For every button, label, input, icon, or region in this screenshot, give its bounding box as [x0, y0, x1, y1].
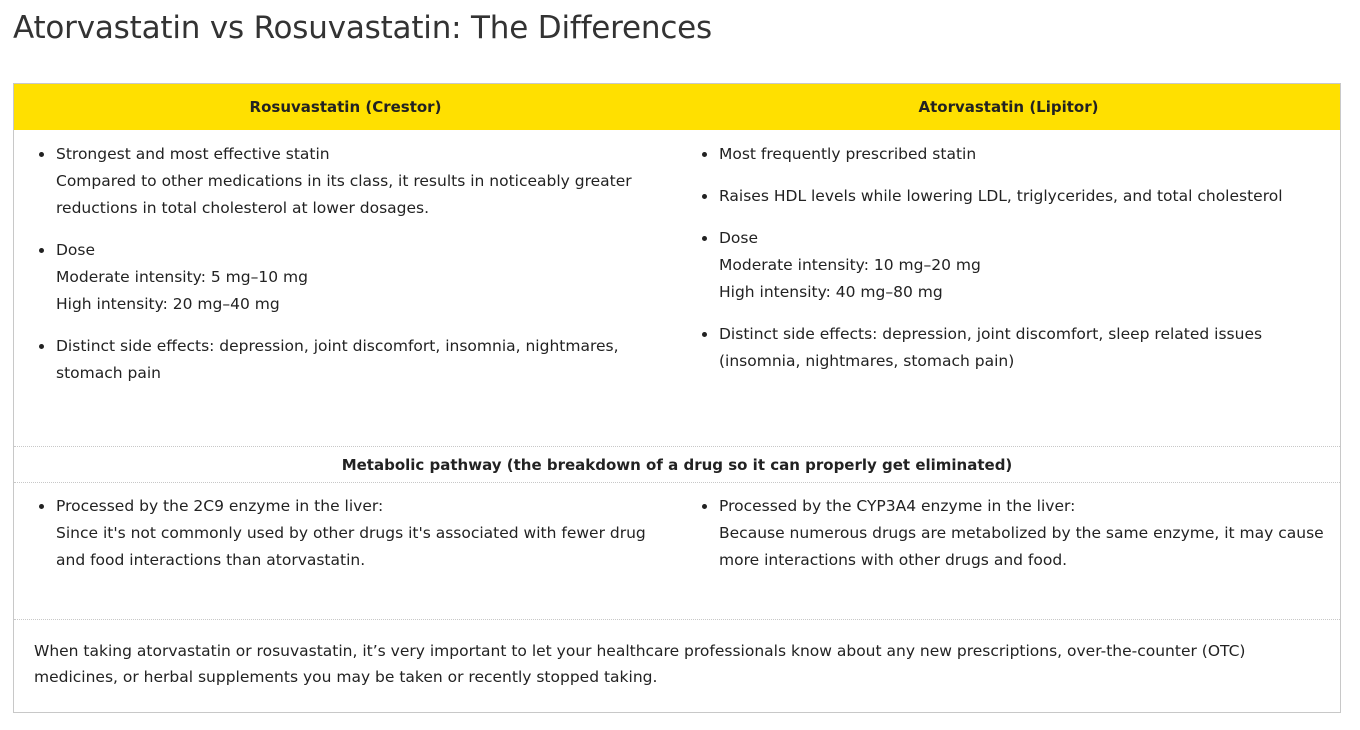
bullet-detail: High intensity: 40 mg–80 mg [719, 283, 943, 301]
bullet-text: Dose [719, 229, 759, 247]
table-header [14, 84, 1340, 130]
bullet-item [14, 493, 664, 574]
bullet-text: Most frequently prescribed statin [719, 145, 977, 163]
bullet-text: Processed by the 2C9 enzyme in the liver: [56, 497, 384, 515]
bullet-detail: Compared to other medications in its class, it results in noticeably greater reductions in total cholesterol at lower dosages. [56, 172, 632, 217]
bullet-detail: Because numerous drugs are metabolized by the same enzyme, it may cause more interactions with other drugs and food. [719, 524, 1324, 569]
column-header-rosuvastatin: Rosuvastatin (Crestor) [249, 98, 442, 116]
page-title: Atorvastatin vs Rosuvastatin: The Differences [13, 10, 713, 46]
row-divider [14, 482, 1340, 483]
bullet-text: Distinct side effects: depression, joint discomfort, sleep related issues (insomnia, nightmares, stomach pain) [719, 325, 1263, 370]
bullet-item [14, 141, 664, 222]
footnote: When taking atorvastatin or rosuvastatin, it’s very important to let your healthcare professionals know about any new prescriptions, over-the-counter (OTC) medicines, or herbal supplements you may be taken or recently stopped taking. [34, 642, 1246, 686]
bullet-detail: Since it's not commonly used by other drugs it's associated with fewer drug and food interactions than atorvastatin. [56, 524, 646, 569]
atorvastatin-fact-list [677, 141, 1332, 375]
atorvastatin-pathway [677, 493, 1332, 589]
metabolic-pathway-heading: Metabolic pathway (the breakdown of a drug so it can properly get eliminated) [341, 456, 1013, 474]
bullet-item [677, 183, 1332, 210]
bullet-text: Raises HDL levels while lowering LDL, triglycerides, and total cholesterol [719, 187, 1283, 205]
bullet-detail: Moderate intensity: 10 mg–20 mg [719, 256, 981, 274]
bullet-text: Distinct side effects: depression, joint discomfort, insomnia, nightmares, stomach pain [56, 337, 619, 382]
bullet-item [677, 225, 1332, 306]
rosuvastatin-pathway [14, 493, 664, 589]
bullet-detail: High intensity: 20 mg–40 mg [56, 295, 280, 313]
bullet-text: Dose [56, 241, 96, 259]
rosuvastatin-pathway-list [14, 493, 664, 574]
atorvastatin-pathway-list [677, 493, 1332, 574]
bullet-item [14, 333, 664, 387]
bullet-detail: Moderate intensity: 5 mg–10 mg [56, 268, 308, 286]
comparison-table [13, 83, 1341, 713]
bullet-text: Strongest and most effective statin [56, 145, 330, 163]
atorvastatin-facts [677, 141, 1332, 390]
row-divider [14, 619, 1340, 620]
column-header-atorvastatin: Atorvastatin (Lipitor) [918, 98, 1099, 116]
bullet-item [677, 493, 1332, 574]
bullet-item [677, 321, 1332, 375]
row-divider [14, 446, 1340, 447]
bullet-item [14, 237, 664, 318]
rosuvastatin-fact-list [14, 141, 664, 387]
bullet-item [677, 141, 1332, 168]
bullet-text: Processed by the CYP3A4 enzyme in the liver: [719, 497, 1076, 515]
rosuvastatin-facts [14, 141, 664, 402]
